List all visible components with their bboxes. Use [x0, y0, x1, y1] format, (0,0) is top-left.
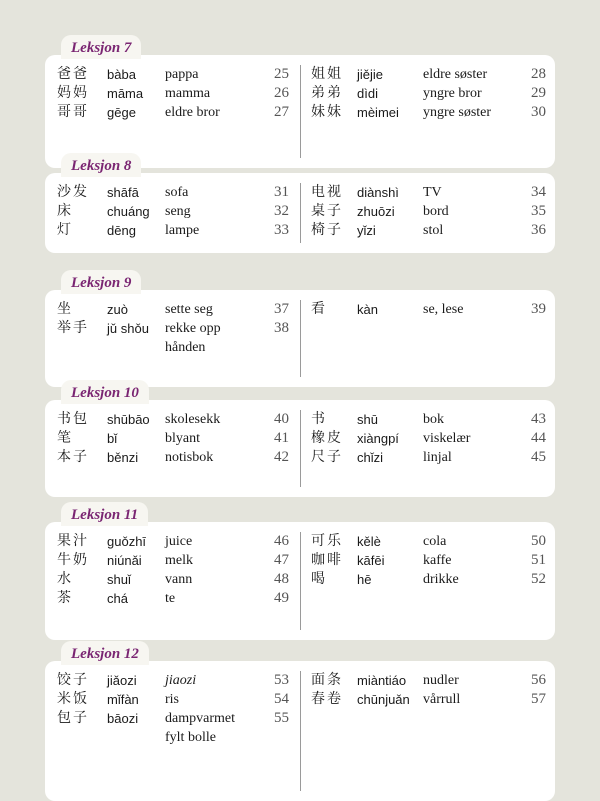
column-divider: [300, 183, 301, 243]
pinyin-text: miàntiáo: [357, 673, 407, 688]
vocab-box: [45, 290, 555, 387]
entry-number: 48: [274, 571, 289, 587]
norwegian-meaning: melk: [165, 553, 193, 568]
chinese-characters: 本子: [57, 449, 89, 465]
left-column: [57, 65, 289, 122]
norwegian-meaning: eldre bror: [165, 105, 220, 120]
entry-number: 53: [274, 672, 289, 688]
entry-number: 38: [274, 320, 289, 336]
vocab-entry: [311, 221, 546, 240]
chinese-characters: 米饭: [57, 691, 89, 707]
entry-number: 52: [531, 571, 546, 587]
norwegian-meaning: yngre bror: [423, 86, 482, 101]
vocab-entry: [57, 429, 289, 448]
right-column: [311, 183, 546, 240]
norwegian-meaning: skolesekk: [165, 412, 221, 427]
entry-number: 32: [274, 203, 289, 219]
vocab-entry: [311, 202, 546, 221]
chinese-characters: 妹妹: [311, 104, 343, 120]
chinese-characters: 面条: [311, 672, 343, 688]
norwegian-meaning: drikke: [423, 572, 459, 587]
left-column: [57, 532, 289, 608]
pinyin-text: mǐfàn: [107, 692, 139, 707]
norwegian-meaning: sette seg: [165, 302, 213, 317]
norwegian-meaning: linjal: [423, 450, 452, 465]
norwegian-meaning: vann: [165, 572, 193, 587]
norwegian-meaning: vårrull: [423, 692, 461, 707]
chinese-characters: 妈妈: [57, 85, 89, 101]
pinyin-text: chūnjuǎn: [357, 692, 410, 707]
entry-number: 28: [531, 66, 546, 82]
vocab-entry: [311, 300, 546, 319]
entry-number: 27: [274, 104, 289, 120]
entry-number: 44: [531, 430, 546, 446]
pinyin-text: kělè: [357, 534, 381, 549]
entry-number: 26: [274, 85, 289, 101]
norwegian-meaning: notisbok: [165, 450, 214, 465]
vocab-entry: [57, 319, 289, 357]
pinyin-text: jǔ shǒu: [107, 321, 149, 336]
entry-number: 57: [531, 691, 546, 707]
norwegian-meaning: TV: [423, 185, 442, 200]
pinyin-text: chá: [107, 591, 128, 606]
vocab-entry: [57, 103, 289, 122]
right-column: [311, 410, 546, 467]
lesson-title: Leksjon 11: [61, 502, 148, 526]
lesson-title: Leksjon 8: [61, 153, 141, 177]
norwegian-meaning: stol: [423, 223, 444, 238]
chinese-characters: 哥哥: [57, 104, 89, 120]
chinese-characters: 电视: [311, 184, 343, 200]
lesson-title: Leksjon 10: [61, 380, 149, 404]
pinyin-text: jiǎozi: [107, 673, 137, 688]
entry-number: 40: [274, 411, 289, 427]
chinese-characters: 书包: [57, 411, 89, 427]
vocab-entry: [311, 183, 546, 202]
vocab-entry: [311, 429, 546, 448]
entry-number: 37: [274, 301, 289, 317]
entry-number: 31: [274, 184, 289, 200]
entry-number: 35: [531, 203, 546, 219]
vocab-entry: [311, 103, 546, 122]
entry-number: 30: [531, 104, 546, 120]
entry-number: 39: [531, 301, 546, 317]
vocab-entry: [57, 532, 289, 551]
norwegian-meaning: sofa: [165, 185, 189, 200]
entry-number: 43: [531, 411, 546, 427]
entry-number: 45: [531, 449, 546, 465]
vocab-entry: [311, 532, 546, 551]
pinyin-text: shāfā: [107, 185, 139, 200]
chinese-characters: 尺子: [311, 449, 343, 465]
pinyin-text: kàn: [357, 302, 378, 317]
chinese-characters: 看: [311, 301, 327, 317]
pinyin-text: diànshì: [357, 185, 399, 200]
pinyin-text: chǐzi: [357, 450, 384, 465]
vocab-entry: [311, 570, 546, 589]
entry-number: 49: [274, 590, 289, 606]
column-divider: [300, 671, 301, 791]
vocab-entry: [57, 65, 289, 84]
chinese-characters: 坐: [57, 301, 73, 317]
column-divider: [300, 410, 301, 487]
norwegian-meaning: rekke opp hånden: [165, 321, 221, 355]
chinese-characters: 水: [57, 571, 73, 587]
vocab-entry: [57, 671, 289, 690]
pinyin-text: hē: [357, 572, 372, 587]
lesson-section: [45, 502, 555, 640]
chinese-characters: 椅子: [311, 222, 343, 238]
norwegian-meaning: kaffe: [423, 553, 452, 568]
entry-number: 56: [531, 672, 546, 688]
pinyin-text: jiějie: [357, 67, 384, 82]
chinese-characters: 举手: [57, 320, 89, 336]
pinyin-text: kāfēi: [357, 553, 385, 568]
norwegian-meaning: pappa: [165, 67, 199, 82]
norwegian-meaning: ris: [165, 692, 179, 707]
lesson-title: Leksjon 12: [61, 641, 149, 665]
vocab-entry: [57, 202, 289, 221]
entry-number: 55: [274, 710, 289, 726]
norwegian-meaning: se, lese: [423, 302, 464, 317]
entry-number: 47: [274, 552, 289, 568]
vocab-box: [45, 55, 555, 168]
entry-number: 25: [274, 66, 289, 82]
vocab-entry: [57, 589, 289, 608]
left-column: [57, 300, 289, 357]
pinyin-text: shūbāo: [107, 412, 150, 427]
left-column: [57, 671, 289, 747]
vocab-entry: [57, 410, 289, 429]
norwegian-meaning: jiaozi: [165, 673, 197, 688]
chinese-characters: 书: [311, 411, 327, 427]
pinyin-text: bàba: [107, 67, 136, 82]
vocab-entry: [57, 84, 289, 103]
vocab-entry: [57, 221, 289, 240]
vocab-entry: [57, 690, 289, 709]
pinyin-text: bāozi: [107, 711, 139, 726]
chinese-characters: 灯: [57, 222, 73, 238]
pinyin-text: niúnǎi: [107, 553, 142, 568]
pinyin-text: shuǐ: [107, 572, 131, 587]
entry-number: 54: [274, 691, 289, 707]
chinese-characters: 喝: [311, 571, 327, 587]
chinese-characters: 果汁: [57, 533, 89, 549]
lesson-title: Leksjon 9: [61, 270, 141, 294]
pinyin-text: xiàngpí: [357, 431, 399, 446]
pinyin-text: bǐ: [107, 431, 118, 446]
vocab-box: [45, 400, 555, 497]
norwegian-meaning: juice: [165, 534, 193, 549]
pinyin-text: zuò: [107, 302, 128, 317]
column-divider: [300, 300, 301, 377]
lesson-section: [45, 153, 555, 253]
entry-number: 50: [531, 533, 546, 549]
left-column: [57, 183, 289, 240]
vocab-entry: [311, 84, 546, 103]
right-column: [311, 671, 546, 709]
chinese-characters: 包子: [57, 710, 89, 726]
chinese-characters: 弟弟: [311, 85, 343, 101]
pinyin-text: mèimei: [357, 105, 399, 120]
pinyin-text: zhuōzi: [357, 204, 395, 219]
entry-number: 41: [274, 430, 289, 446]
entry-number: 36: [531, 222, 546, 238]
vocab-entry: [311, 65, 546, 84]
entry-number: 42: [274, 449, 289, 465]
norwegian-meaning: blyant: [165, 431, 200, 446]
norwegian-meaning: lampe: [165, 223, 200, 238]
chinese-characters: 笔: [57, 430, 73, 446]
pinyin-text: māma: [107, 86, 144, 101]
pinyin-text: gēge: [107, 105, 136, 120]
column-divider: [300, 532, 301, 630]
chinese-characters: 春卷: [311, 691, 343, 707]
norwegian-meaning: bok: [423, 412, 444, 427]
pinyin-text: shū: [357, 412, 378, 427]
norwegian-meaning: cola: [423, 534, 447, 549]
lesson-title: Leksjon 7: [61, 35, 141, 59]
entry-number: 34: [531, 184, 546, 200]
vocab-box: [45, 522, 555, 640]
chinese-characters: 桌子: [311, 203, 343, 219]
vocab-entry: [311, 551, 546, 570]
vocab-box: [45, 173, 555, 253]
norwegian-meaning: seng: [165, 204, 191, 219]
norwegian-meaning: yngre søster: [423, 105, 492, 120]
lesson-section: [45, 35, 555, 168]
pinyin-text: guǒzhī: [107, 534, 147, 549]
norwegian-meaning: mamma: [165, 86, 211, 101]
pinyin-text: yǐzi: [357, 223, 376, 238]
right-column: [311, 532, 546, 589]
vocab-entry: [57, 570, 289, 589]
chinese-characters: 橡皮: [311, 430, 343, 446]
vocab-entry: [57, 300, 289, 319]
vocab-box: [45, 661, 555, 801]
pinyin-text: běnzi: [107, 450, 139, 465]
chinese-characters: 爸爸: [57, 66, 89, 82]
norwegian-meaning: nudler: [423, 673, 459, 688]
right-column: [311, 300, 546, 319]
vocab-entry: [311, 448, 546, 467]
norwegian-meaning: viskelær: [423, 431, 471, 446]
right-column: [311, 65, 546, 122]
chinese-characters: 床: [57, 203, 73, 219]
vocab-entry: [57, 709, 289, 747]
pinyin-text: dìdi: [357, 86, 378, 101]
vocab-entry: [57, 448, 289, 467]
entry-number: 46: [274, 533, 289, 549]
chinese-characters: 饺子: [57, 672, 89, 688]
chinese-characters: 姐姐: [311, 66, 343, 82]
norwegian-meaning: te: [165, 591, 176, 606]
column-divider: [300, 65, 301, 158]
entry-number: 29: [531, 85, 546, 101]
entry-number: 33: [274, 222, 289, 238]
left-column: [57, 410, 289, 467]
norwegian-meaning: dampvarmet fylt bolle: [165, 711, 235, 745]
pinyin-text: chuáng: [107, 204, 150, 219]
chinese-characters: 咖啡: [311, 552, 343, 568]
norwegian-meaning: bord: [423, 204, 449, 219]
vocab-entry: [57, 551, 289, 570]
chinese-characters: 牛奶: [57, 552, 89, 568]
vocab-entry: [311, 690, 546, 709]
vocab-entry: [311, 671, 546, 690]
norwegian-meaning: eldre søster: [423, 67, 488, 82]
vocab-entry: [311, 410, 546, 429]
lesson-section: [45, 641, 555, 801]
chinese-characters: 茶: [57, 590, 73, 606]
vocab-entry: [57, 183, 289, 202]
chinese-characters: 可乐: [311, 533, 343, 549]
entry-number: 51: [531, 552, 546, 568]
lesson-section: [45, 270, 555, 387]
lesson-section: [45, 380, 555, 497]
chinese-characters: 沙发: [57, 184, 89, 200]
pinyin-text: dēng: [107, 223, 136, 238]
